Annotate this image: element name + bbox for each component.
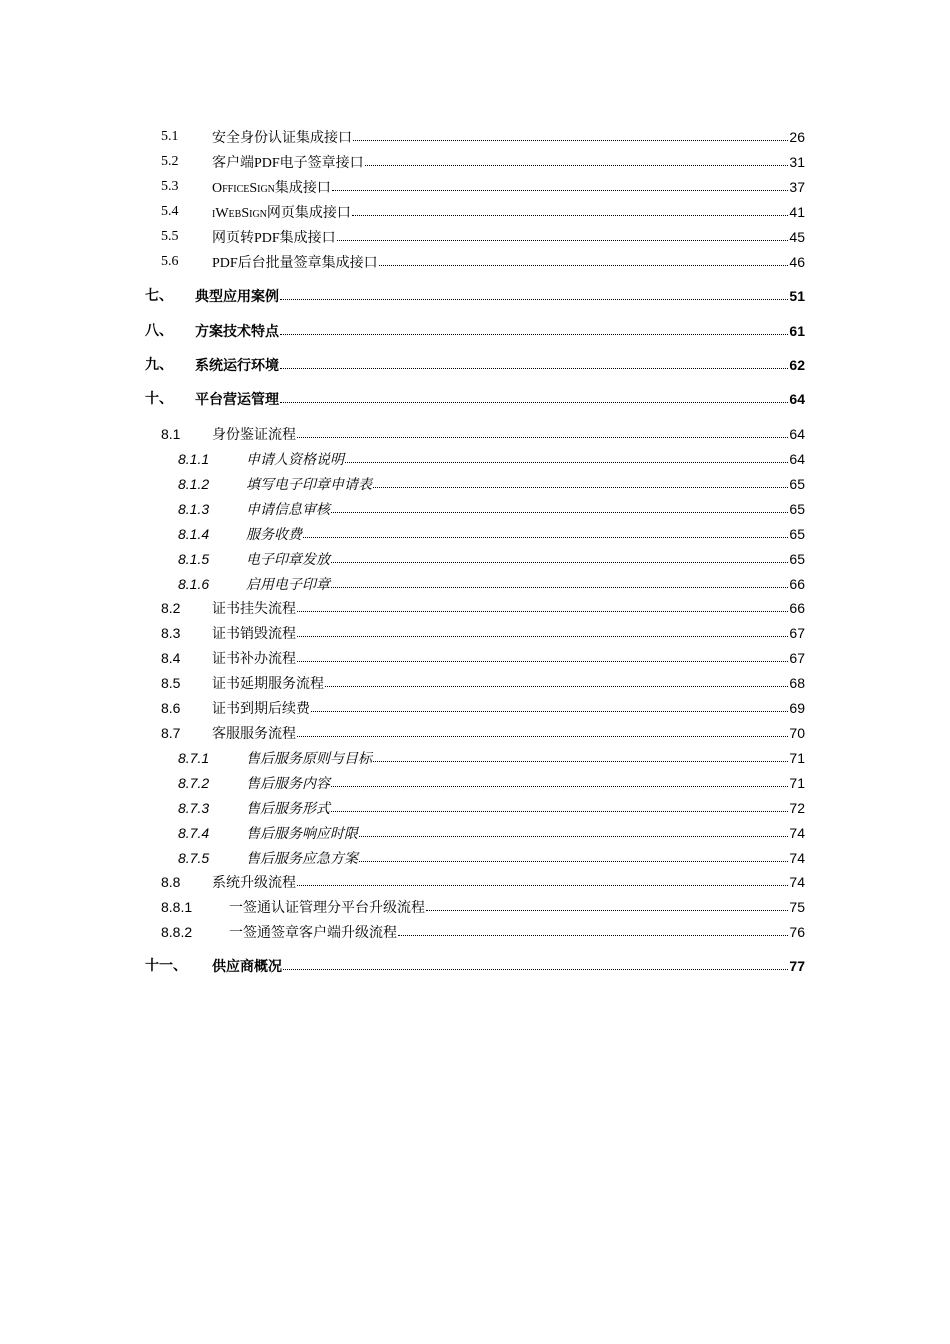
toc-entry-page: 74 [789, 874, 805, 890]
dot-leader [297, 722, 788, 737]
toc-entry-page: 41 [789, 204, 805, 220]
toc-entry-page: 67 [789, 650, 805, 666]
toc-entry-page: 74 [789, 825, 805, 841]
toc-subentry[interactable] [0, 448, 950, 470]
dot-leader [337, 226, 789, 241]
toc-entry-number: 5.3 [161, 179, 179, 194]
toc-entry-title: 一签通认证管理分平台升级流程 [229, 901, 425, 916]
toc-entry-title: 启用电子印章 [246, 578, 330, 593]
toc-entry-title: 售后服务响应时限 [246, 827, 358, 842]
dot-leader [297, 622, 788, 637]
toc-entry-page: 65 [789, 551, 805, 567]
toc-entry-title: 售后服务形式 [246, 802, 330, 817]
toc-entry-title: 售后服务内容 [246, 777, 330, 792]
toc-entry-number: 8.1.4 [178, 526, 210, 542]
toc-entry[interactable] [0, 201, 950, 223]
toc-entry[interactable] [0, 126, 950, 148]
toc-entry-title: 平台营运管理 [195, 392, 279, 408]
dot-leader [331, 772, 788, 787]
toc-entry-page: 71 [789, 775, 805, 791]
dot-leader [331, 548, 788, 563]
toc-entry-title: OfficeSign集成接口 [212, 181, 331, 196]
toc-entry-page: 69 [789, 700, 805, 716]
toc-entry-title: 典型应用案例 [195, 289, 279, 305]
toc-entry-page: 31 [789, 154, 805, 170]
toc-entry-title: 证书销毁流程 [212, 627, 296, 642]
toc-subentry[interactable] [0, 573, 950, 595]
toc-entry-title: 填写电子印章申请表 [246, 478, 372, 493]
dot-leader [331, 797, 788, 812]
dot-leader [359, 847, 788, 862]
toc-subentry[interactable] [0, 523, 950, 545]
dot-leader [352, 201, 789, 216]
toc-entry-page: 67 [789, 625, 805, 641]
dot-leader [373, 747, 788, 762]
toc-entry-title: 身份鉴证流程 [212, 428, 296, 443]
toc-entry-page: 76 [789, 924, 805, 940]
dot-leader [311, 697, 788, 712]
dot-leader [297, 423, 788, 438]
toc-entry-title: 申请人资格说明 [246, 453, 344, 468]
toc-entry[interactable] [0, 722, 950, 744]
toc-entry-page: 66 [789, 600, 805, 616]
dot-leader [297, 597, 788, 612]
toc-entry-number: 8.7.1 [178, 750, 210, 766]
toc-entry-page: 46 [789, 254, 805, 270]
toc-entry-title: 方案技术特点 [195, 324, 279, 340]
dot-leader [283, 955, 788, 970]
toc-entry-page: 26 [789, 129, 805, 145]
toc-entry-number: 8.1.2 [178, 476, 210, 492]
toc-subentry[interactable] [0, 498, 950, 520]
dot-leader [280, 354, 788, 369]
toc-entry-number: 8.1 [161, 426, 181, 442]
toc-entry[interactable] [0, 896, 950, 918]
toc-entry-number: 8.5 [161, 675, 181, 691]
toc-entry-page: 68 [789, 675, 805, 691]
toc-entry-title: 售后服务应急方案 [246, 852, 358, 867]
dot-leader [373, 473, 788, 488]
toc-entry[interactable] [0, 226, 950, 248]
toc-subentry[interactable] [0, 772, 950, 794]
toc-entry-number: 8.1.6 [178, 576, 210, 592]
toc-entry-page: 62 [789, 357, 805, 373]
dot-leader [398, 921, 788, 936]
toc-entry-page: 51 [789, 288, 805, 304]
toc-entry-title: PDF后台批量签章集成接口 [212, 256, 378, 271]
toc-entry-number: 九、 [145, 357, 173, 373]
toc-entry-page: 66 [789, 576, 805, 592]
toc-entry-number: 8.7.4 [178, 825, 210, 841]
toc-entry-title: 证书补办流程 [212, 652, 296, 667]
toc-entry-number: 5.6 [161, 254, 179, 269]
dot-leader [297, 647, 788, 662]
toc-entry-number: 8.7.5 [178, 850, 210, 866]
dot-leader [332, 176, 789, 191]
toc-entry[interactable] [0, 151, 950, 173]
toc-entry[interactable] [0, 251, 950, 273]
toc-entry-page: 37 [789, 179, 805, 195]
toc-entry-title: 安全身份认证集成接口 [212, 131, 352, 146]
dot-leader [331, 498, 788, 513]
toc-entry-title: 网页转PDF集成接口 [212, 231, 336, 246]
toc-entry-number: 8.7 [161, 725, 181, 741]
toc-entry-page: 72 [789, 800, 805, 816]
toc-entry-number: 8.1.1 [178, 451, 210, 467]
toc-entry-title: 证书延期服务流程 [212, 677, 324, 692]
toc-chapter-entry[interactable] [0, 955, 950, 977]
toc-entry-title: 证书挂失流程 [212, 602, 296, 617]
toc-entry-page: 64 [789, 391, 805, 407]
toc-entry-title: iWebSign网页集成接口 [212, 206, 351, 221]
toc-entry-page: 65 [789, 501, 805, 517]
toc-entry-title: 客服服务流程 [212, 727, 296, 742]
toc-subentry[interactable] [0, 822, 950, 844]
toc-entry-number: 8.2 [161, 600, 181, 616]
toc-entry[interactable] [0, 697, 950, 719]
toc-entry[interactable] [0, 871, 950, 893]
toc-entry-number: 七、 [145, 288, 173, 304]
toc-entry-number: 8.7.3 [178, 800, 210, 816]
toc-entry-number: 8.4 [161, 650, 181, 666]
dot-leader [280, 320, 788, 335]
toc-entry-title: 客户端PDF电子签章接口 [212, 156, 364, 171]
toc-entry-page: 61 [789, 323, 805, 339]
toc-chapter-entry[interactable] [0, 285, 950, 307]
toc-entry-number: 十、 [145, 391, 173, 407]
toc-entry[interactable] [0, 423, 950, 445]
toc-subentry[interactable] [0, 747, 950, 769]
toc-entry-title: 申请信息审核 [246, 503, 330, 518]
toc-chapter-entry[interactable] [0, 388, 950, 410]
toc-entry-title: 证书到期后续费 [212, 702, 310, 717]
toc-entry-page: 70 [789, 725, 805, 741]
dot-leader [297, 871, 788, 886]
toc-entry[interactable] [0, 921, 950, 943]
toc-entry-number: 8.8.1 [161, 899, 193, 915]
dot-leader [303, 523, 788, 538]
toc-subentry[interactable] [0, 473, 950, 495]
dot-leader [426, 896, 788, 911]
toc-entry-number: 8.3 [161, 625, 181, 641]
dot-leader [353, 126, 788, 141]
dot-leader [359, 822, 788, 837]
toc-entry-title: 系统升级流程 [212, 876, 296, 891]
toc-entry-page: 45 [789, 229, 805, 245]
toc-entry[interactable] [0, 176, 950, 198]
toc-entry-page: 74 [789, 850, 805, 866]
toc-entry-number: 8.1.5 [178, 551, 210, 567]
toc-entry-page: 64 [789, 426, 805, 442]
dot-leader [325, 672, 788, 687]
toc-chapter-entry[interactable] [0, 354, 950, 376]
toc-entry-page: 64 [789, 451, 805, 467]
dot-leader [280, 285, 788, 300]
toc-subentry[interactable] [0, 548, 950, 570]
toc-entry[interactable] [0, 597, 950, 619]
toc-entry-number: 8.1.3 [178, 501, 210, 517]
toc-entry-number: 8.8.2 [161, 924, 193, 940]
toc-entry-page: 71 [789, 750, 805, 766]
toc-entry-number: 5.4 [161, 204, 179, 219]
toc-entry-title: 电子印章发放 [246, 553, 330, 568]
dot-leader [345, 448, 788, 463]
dot-leader [331, 573, 788, 588]
toc-entry-page: 65 [789, 476, 805, 492]
toc-entry-number: 5.5 [161, 229, 179, 244]
dot-leader [365, 151, 789, 166]
toc-entry-number: 8.6 [161, 700, 181, 716]
toc-entry-number: 八、 [145, 323, 173, 339]
toc-entry[interactable] [0, 647, 950, 669]
toc-entry-number: 十一、 [145, 958, 187, 974]
toc-entry-page: 77 [789, 958, 805, 974]
toc-entry-title: 供应商概况 [212, 959, 282, 975]
toc-entry[interactable] [0, 672, 950, 694]
toc-entry-title: 一签通签章客户端升级流程 [229, 926, 397, 941]
dot-leader [379, 251, 789, 266]
toc-entry-number: 8.8 [161, 874, 181, 890]
dot-leader [280, 388, 788, 403]
toc-entry-number: 8.7.2 [178, 775, 210, 791]
toc-entry[interactable] [0, 622, 950, 644]
toc-entry-number: 5.1 [161, 129, 179, 144]
toc-entry-title: 售后服务原则与目标 [246, 752, 372, 767]
toc-chapter-entry[interactable] [0, 320, 950, 342]
toc-entry-page: 65 [789, 526, 805, 542]
toc-entry-title: 服务收费 [246, 528, 302, 543]
toc-entry-page: 75 [789, 899, 805, 915]
toc-entry-title: 系统运行环境 [195, 358, 279, 374]
toc-entry-number: 5.2 [161, 154, 179, 169]
toc-subentry[interactable] [0, 797, 950, 819]
toc-subentry[interactable] [0, 847, 950, 869]
